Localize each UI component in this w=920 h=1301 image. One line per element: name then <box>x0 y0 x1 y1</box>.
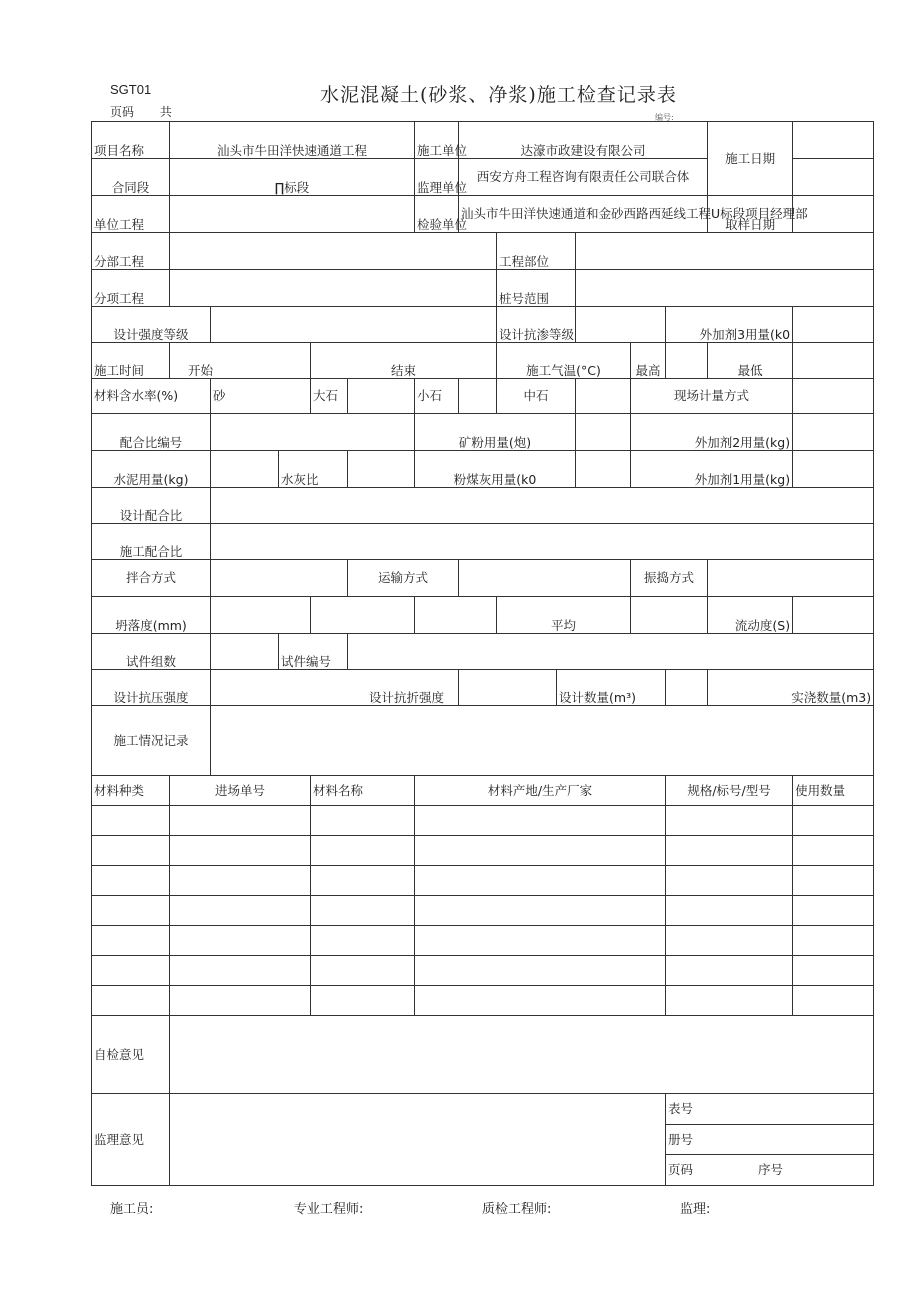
material-type-cell[interactable] <box>92 926 170 956</box>
contractor-value[interactable]: 达濠市政建设有限公司 <box>459 122 708 159</box>
slag-label: 矿粉用量(炮) <box>415 414 576 451</box>
big-stone-value[interactable] <box>348 379 415 414</box>
material-name-cell[interactable] <box>311 956 415 986</box>
mixing-value[interactable] <box>211 560 348 597</box>
quantity-cell[interactable] <box>793 956 874 986</box>
material-type-cell[interactable] <box>92 896 170 926</box>
slump-value-2[interactable] <box>311 597 415 634</box>
record-ids <box>666 1094 874 1186</box>
average-label: 平均 <box>497 597 631 634</box>
cement-label: 水泥用量(kg) <box>92 451 211 488</box>
actual-qty-label: 实浇数量(m3) <box>708 670 874 706</box>
flexural-label: 设计抗折强度 <box>211 670 459 706</box>
spec-header: 规格/标号/型号 <box>666 776 793 806</box>
compressive-label: 设计抗压强度 <box>92 670 211 706</box>
unit-project-label: 单位工程 <box>92 196 170 233</box>
big-stone-label: 大石 <box>311 379 348 414</box>
slump-value-1[interactable] <box>211 597 311 634</box>
material-name-cell[interactable] <box>311 836 415 866</box>
quantity-cell[interactable] <box>793 896 874 926</box>
admixture3-label: 外加剂3用量(k0 <box>666 307 793 343</box>
slump-value-3[interactable] <box>415 597 497 634</box>
entry-no-cell[interactable] <box>170 986 311 1016</box>
design-seepage-value[interactable] <box>576 307 666 343</box>
entry-no-cell[interactable] <box>170 896 311 926</box>
construction-date-value-2[interactable] <box>793 159 874 196</box>
min-temp-value[interactable] <box>793 343 874 379</box>
form-code: SGT01 <box>110 82 152 97</box>
supervisor-label: 监理单位 <box>415 159 459 196</box>
construction-date-value[interactable] <box>793 122 874 159</box>
wc-ratio-label: 水灰比 <box>279 451 348 488</box>
inspection-unit-label: 检验单位 <box>415 196 459 233</box>
spec-cell[interactable] <box>666 956 793 986</box>
manufacturer-header: 材料产地/生产厂家 <box>415 776 666 806</box>
small-stone-label: 小石 <box>415 379 459 414</box>
spec-cell[interactable] <box>666 926 793 956</box>
quantity-cell[interactable] <box>793 806 874 836</box>
material-name-cell[interactable] <box>311 866 415 896</box>
table-row <box>92 836 874 866</box>
entry-no-cell[interactable] <box>170 806 311 836</box>
subitem-value[interactable] <box>170 270 497 307</box>
fluidity-value[interactable] <box>793 597 874 634</box>
end-label: 结束 <box>311 343 497 379</box>
volume-no-row <box>666 1125 873 1156</box>
self-check-label: 自检意见 <box>92 1016 170 1094</box>
entry-no-cell[interactable] <box>170 866 311 896</box>
quantity-cell[interactable] <box>793 926 874 956</box>
constructor-signature[interactable]: 施工员: <box>110 1202 154 1217</box>
seq-no-label: 序号 <box>758 1162 784 1178</box>
entry-no-cell[interactable] <box>170 836 311 866</box>
division-label: 分部工程 <box>92 233 170 270</box>
supervision-label: 监理意见 <box>92 1094 170 1186</box>
project-dept-label: 工程部位 <box>497 233 576 270</box>
entry-no-cell[interactable] <box>170 956 311 986</box>
table-row <box>92 896 874 926</box>
entry-no-header: 进场单号 <box>170 776 311 806</box>
admixture1-value[interactable] <box>793 451 874 488</box>
table-row <box>92 866 874 896</box>
supervisor-value[interactable]: 西安方舟工程咨询有限责任公司联合体 <box>459 159 708 196</box>
project-name-label: 项目名称 <box>92 122 170 159</box>
material-name-cell[interactable] <box>311 926 415 956</box>
material-type-cell[interactable] <box>92 866 170 896</box>
moisture-label: 材料含水率(%) <box>92 379 211 414</box>
material-name-cell[interactable] <box>311 896 415 926</box>
manufacturer-cell[interactable] <box>415 866 666 896</box>
station-value[interactable] <box>576 270 874 307</box>
table-row <box>92 926 874 956</box>
specimen-no-label: 试件编号 <box>279 634 348 670</box>
page-label: 页码 <box>110 105 135 119</box>
table-no-row <box>666 1094 873 1125</box>
volume-no-label: 册号 <box>668 1131 694 1147</box>
metering-label: 现场计量方式 <box>631 379 793 414</box>
inspection-unit-value[interactable]: 汕头市牛田洋快速通道和金砂西路西延线工程U标段项目经理部 <box>459 196 708 233</box>
start-label: 开始 <box>170 343 311 379</box>
table-no-label: 表号 <box>668 1100 694 1116</box>
station-label: 桩号范围 <box>497 270 576 307</box>
specimen-count-label: 试件组数 <box>92 634 211 670</box>
slag-value[interactable] <box>576 414 631 451</box>
specimen-count-value[interactable] <box>211 634 279 670</box>
design-mix-value[interactable] <box>211 488 874 524</box>
construction-time-label: 施工时间 <box>92 343 170 379</box>
division-value[interactable] <box>170 233 497 270</box>
manufacturer-cell[interactable] <box>415 836 666 866</box>
page-seq-row <box>666 1155 873 1185</box>
spec-cell[interactable] <box>666 806 793 836</box>
contractor-label: 施工单位 <box>415 122 459 159</box>
manufacturer-cell[interactable] <box>415 986 666 1016</box>
material-name-header: 材料名称 <box>311 776 415 806</box>
max-temp-value[interactable] <box>666 343 708 379</box>
manufacturer-cell[interactable] <box>415 896 666 926</box>
inspection-form <box>91 121 874 1186</box>
quantity-cell[interactable] <box>793 836 874 866</box>
transport-label: 运输方式 <box>348 560 459 597</box>
design-mix-label: 设计配合比 <box>92 488 211 524</box>
quantity-header: 使用数量 <box>793 776 874 806</box>
transport-value[interactable] <box>459 560 631 597</box>
design-qty-label: 设计数量(m³) <box>557 670 666 706</box>
record-value[interactable] <box>211 706 874 776</box>
engineer-signature[interactable]: 专业工程师: <box>294 1202 364 1217</box>
specimen-no-value[interactable] <box>348 634 874 670</box>
slump-label: 坍落度(mm) <box>92 597 211 634</box>
sand-label: 砂 <box>211 379 311 414</box>
table-row <box>92 956 874 986</box>
manufacturer-cell[interactable] <box>415 926 666 956</box>
flyash-value[interactable] <box>576 451 631 488</box>
mixing-label: 拌合方式 <box>92 560 211 597</box>
mid-stone-label: 中石 <box>497 379 576 414</box>
temp-label: 施工气温(°C) <box>497 343 631 379</box>
page-info <box>110 103 194 120</box>
manufacturer-cell[interactable] <box>415 956 666 986</box>
spec-cell[interactable] <box>666 986 793 1016</box>
vibration-value[interactable] <box>708 560 874 597</box>
design-qty-value[interactable] <box>666 670 708 706</box>
construction-mix-label: 施工配合比 <box>92 524 211 560</box>
wc-ratio-value[interactable] <box>348 451 415 488</box>
entry-no-cell[interactable] <box>170 926 311 956</box>
small-stone-value[interactable] <box>459 379 497 414</box>
material-name-cell[interactable] <box>311 806 415 836</box>
supervision-value[interactable] <box>170 1094 666 1186</box>
min-label: 最低 <box>708 343 793 379</box>
cement-value[interactable] <box>211 451 279 488</box>
material-type-cell[interactable] <box>92 836 170 866</box>
design-strength-label: 设计强度等级 <box>92 307 211 343</box>
spec-cell[interactable] <box>666 896 793 926</box>
material-name-cell[interactable] <box>311 986 415 1016</box>
material-type-cell[interactable] <box>92 806 170 836</box>
construction-mix-value[interactable] <box>211 524 874 560</box>
admixture2-value[interactable] <box>793 414 874 451</box>
fluidity-label: 流动度(S) <box>708 597 793 634</box>
contract-section-value[interactable]: ∏标段 <box>170 159 415 196</box>
qc-engineer-signature[interactable]: 质检工程师: <box>482 1202 552 1217</box>
unit-project-value[interactable] <box>170 196 415 233</box>
manufacturer-cell[interactable] <box>415 806 666 836</box>
quantity-cell[interactable] <box>793 986 874 1016</box>
average-value[interactable] <box>631 597 708 634</box>
total-label: 共 <box>159 105 172 119</box>
project-name-value[interactable]: 汕头市牛田洋快速通道工程 <box>170 122 415 159</box>
spec-cell[interactable] <box>666 866 793 896</box>
page-title: 水泥混凝土(砂浆、净浆)施工检查记录表 <box>320 84 677 106</box>
admixture3-value[interactable] <box>793 307 874 343</box>
metering-value[interactable] <box>793 379 874 414</box>
supervisor-signature[interactable]: 监理: <box>680 1202 711 1217</box>
page-no-label: 页码 <box>668 1162 694 1178</box>
material-type-cell[interactable] <box>92 986 170 1016</box>
design-seepage-label: 设计抗渗等级 <box>497 307 576 343</box>
table-row <box>92 806 874 836</box>
admixture1-label: 外加剂1用量(kg) <box>631 451 793 488</box>
quantity-cell[interactable] <box>793 866 874 896</box>
mid-stone-value[interactable] <box>576 379 631 414</box>
table-row <box>92 986 874 1016</box>
material-type-cell[interactable] <box>92 956 170 986</box>
material-type-header: 材料种类 <box>92 776 170 806</box>
subitem-label: 分项工程 <box>92 270 170 307</box>
vibration-label: 振捣方式 <box>631 560 708 597</box>
design-strength-value[interactable] <box>211 307 497 343</box>
admixture2-label: 外加剂2用量(kg) <box>631 414 793 451</box>
mix-no-label: 配合比编号 <box>92 414 211 451</box>
serial-label: 编号: <box>655 113 674 122</box>
flyash-label: 粉煤灰用量(k0 <box>415 451 576 488</box>
record-label: 施工情况记录 <box>92 706 211 776</box>
contract-section-label: 合同段 <box>92 159 170 196</box>
flexural-value[interactable] <box>459 670 557 706</box>
max-label: 最高 <box>631 343 666 379</box>
project-dept-value[interactable] <box>576 233 874 270</box>
construction-date-label: 施工日期 <box>708 122 793 196</box>
mix-no-value[interactable] <box>211 414 415 451</box>
self-check-value[interactable] <box>170 1016 874 1094</box>
spec-cell[interactable] <box>666 836 793 866</box>
sampling-date-label: 取样日期 <box>708 196 793 233</box>
